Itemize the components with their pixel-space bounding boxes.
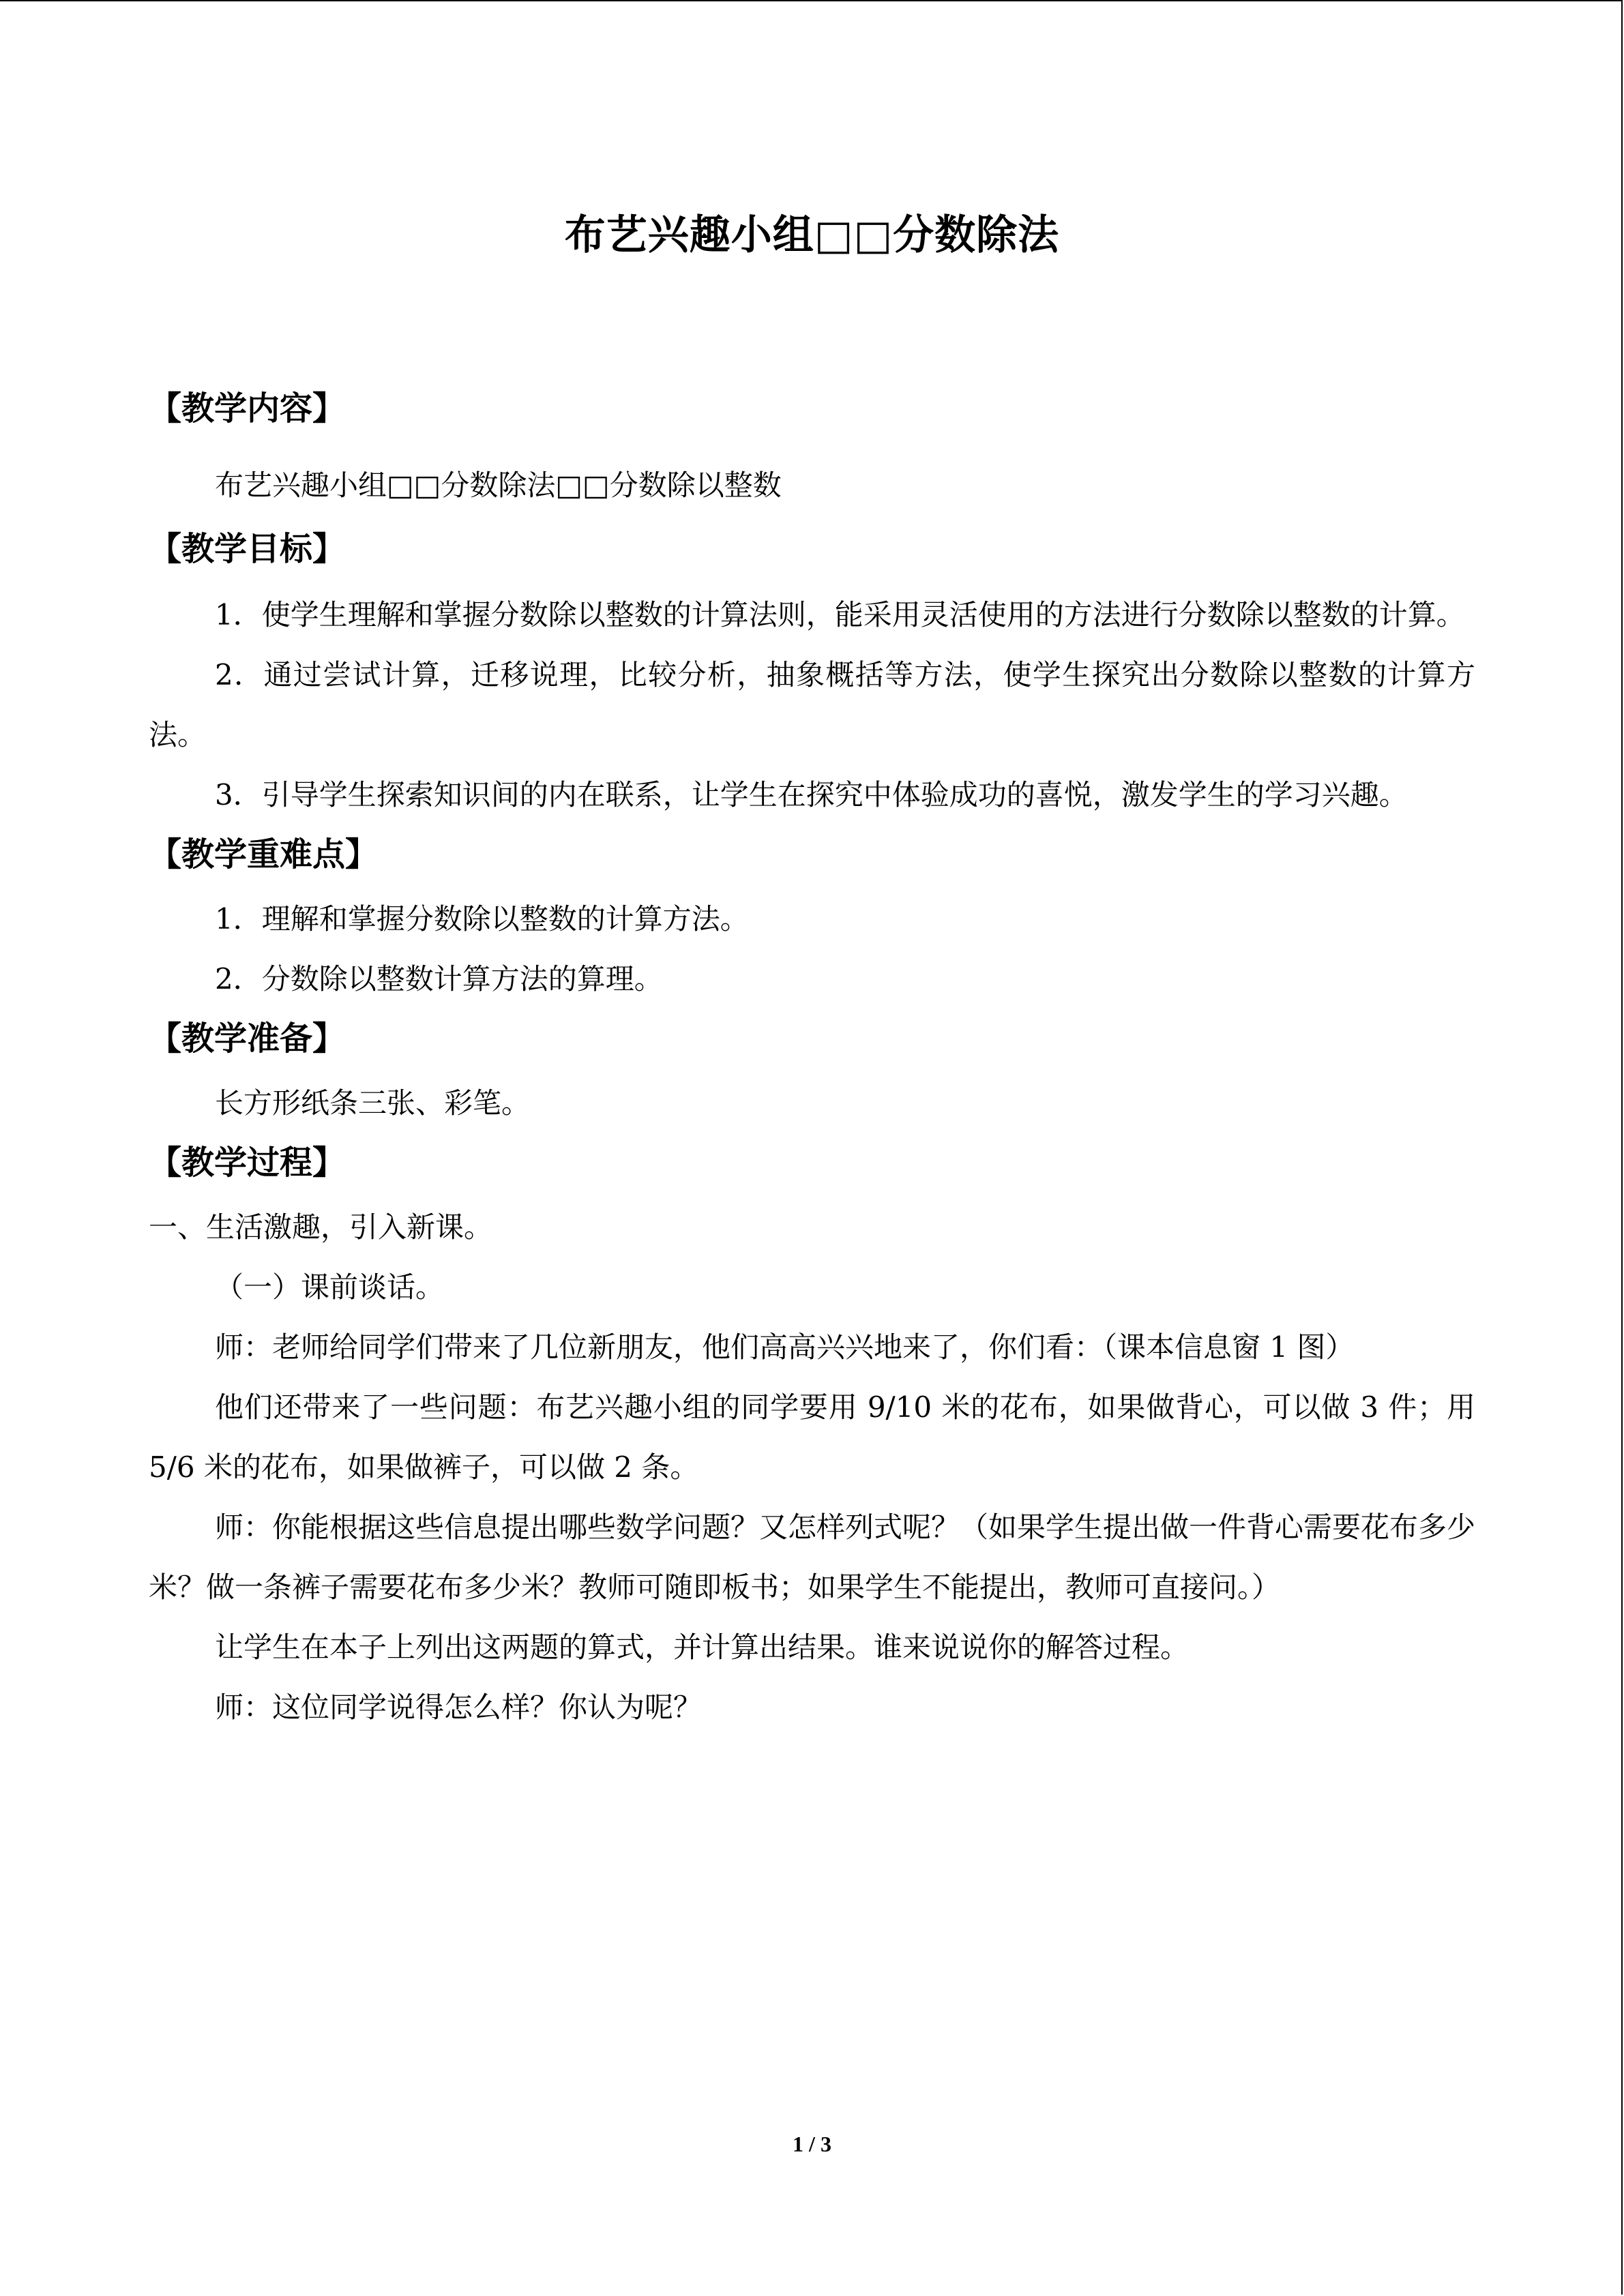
process-step-1: 一、生活激趣，引入新课。	[149, 1210, 493, 1244]
process-paragraph-4: 让学生在本子上列出这两题的算式，并计算出结果。谁来说说你的解答过程。	[215, 1630, 1190, 1664]
key-point-2: 2．分数除以整数计算方法的算理。	[215, 962, 663, 996]
process-substep-1: （一）课前谈话。	[215, 1270, 445, 1304]
page-number: 1 / 3	[793, 2132, 831, 2156]
heading-teaching-goals: 【教学目标】	[149, 530, 346, 568]
heading-preparation: 【教学准备】	[149, 1019, 346, 1058]
process-paragraph-2: 他们还带来了一些问题：布艺兴趣小组的同学要用 9/10 米的花布，如果做背心，可以做 3 件；用 5/6 米的花布，如果做裤子，可以做 2 条。	[149, 1390, 1475, 1484]
document-body	[149, 382, 1475, 1738]
key-point-1: 1．理解和掌握分数除以整数的计算方法。	[215, 902, 749, 936]
heading-process: 【教学过程】	[149, 1144, 346, 1182]
heading-teaching-content: 【教学内容】	[149, 389, 346, 428]
process-paragraph-3: 师：你能根据这些信息提出哪些数学问题？又怎样列式呢？（如果学生提出做一件背心需要花布多少米？做一条裤子需要花布多少米？教师可随即板书；如果学生不能提出，教师可直接问。）	[149, 1510, 1476, 1604]
teaching-content-text: 布艺兴趣小组□□分数除法□□分数除以整数	[215, 468, 782, 502]
goal-item-1: 1．使学生理解和掌握分数除以整数的计算法则，能采用灵活使用的方法进行分数除以整数的计算。	[215, 598, 1465, 631]
document-title: 布艺兴趣小组□□分数除法	[564, 211, 1060, 259]
goal-item-2: 2．通过尝试计算，迁移说理，比较分析，抽象概括等方法，使学生探究出分数除以整数的计算方法。	[149, 658, 1475, 751]
heading-key-points: 【教学重难点】	[149, 835, 379, 874]
process-paragraph-5: 师：这位同学说得怎么样？你认为呢？	[215, 1690, 703, 1724]
goal-item-3: 3．引导学生探索知识间的内在联系，让学生在探究中体验成功的喜悦，激发学生的学习兴趣。	[215, 778, 1408, 811]
preparation-text: 长方形纸条三张、彩笔。	[215, 1086, 531, 1120]
process-paragraph-1: 师：老师给同学们带来了几位新朋友，他们高高兴兴地来了，你们看：（课本信息窗 1 图）	[215, 1330, 1355, 1364]
